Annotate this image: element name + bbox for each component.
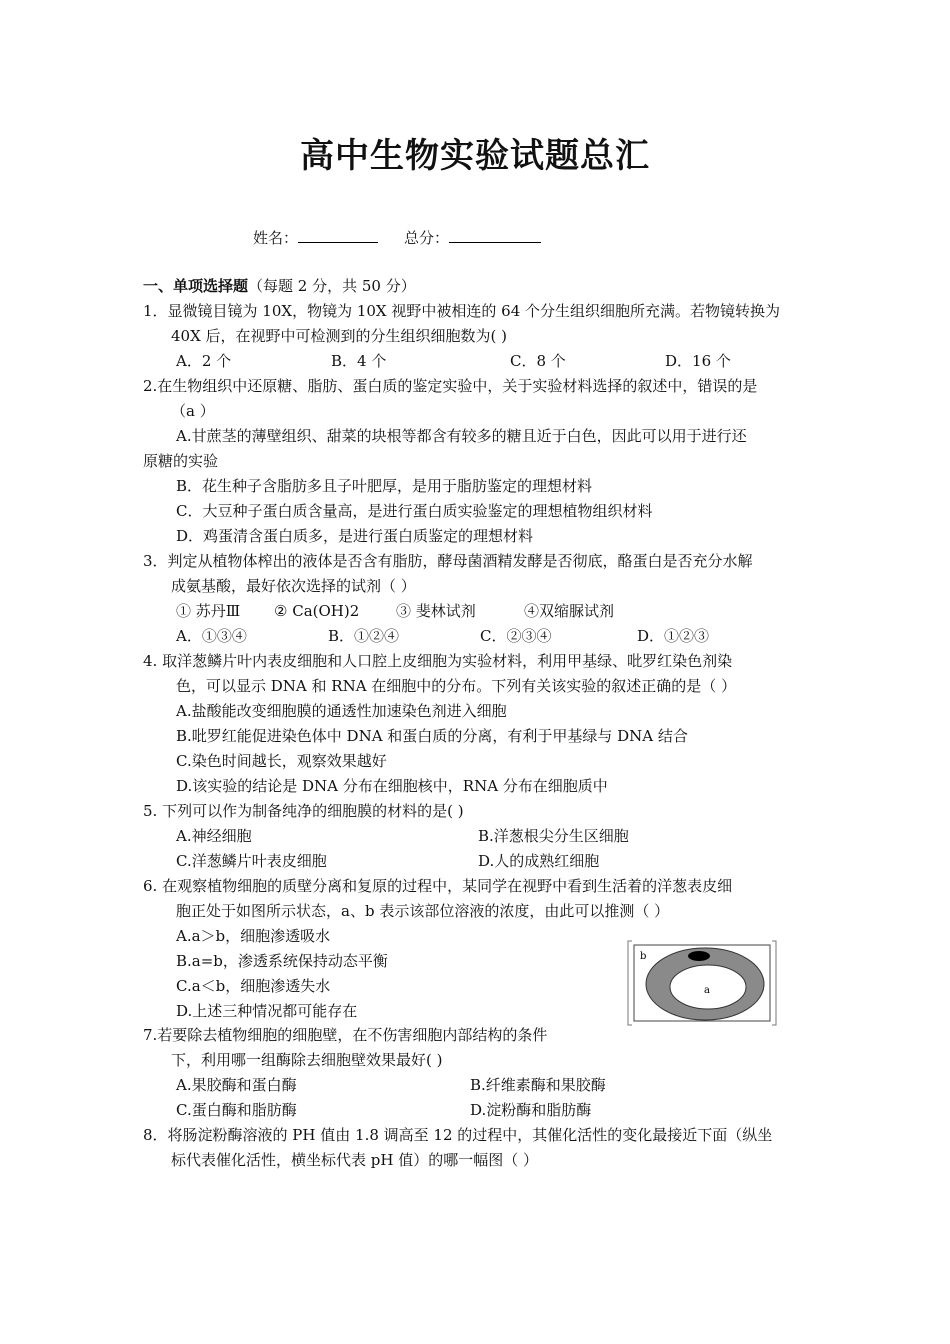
q5-option-a: A.神经细胞 <box>176 827 252 845</box>
name-field <box>253 228 378 248</box>
q1-option-b: B．4 个 <box>331 352 387 370</box>
q7-option-b: B.纤维素酶和果胶酶 <box>470 1076 606 1094</box>
q3-option-a: A．①③④ <box>176 627 247 645</box>
q3-option-b: B．①②④ <box>328 627 400 645</box>
q6-option-a: A.a＞b，细胞渗透吸水 <box>176 927 331 945</box>
q3-reagent-3: ③ 斐林试剂 <box>396 602 476 620</box>
section-heading <box>143 276 416 296</box>
q2-option-a-line1: A.甘蔗茎的薄壁组织、甜菜的块根等都含有较多的糖且近于白色，因此可以用于进行还 <box>176 427 747 445</box>
q6-stem-line2: 胞正处于如图所示状态，a、b 表示该部位溶液的浓度，由此可以推测（ ） <box>176 902 670 920</box>
figure-bracket-left <box>628 941 632 1025</box>
q1-stem-line1: 1．显微镜目镜为 10X，物镜为 10X 视野中被相连的 64 个分生组织细胞所充满。若物镜转换为 <box>143 302 781 320</box>
score-field <box>404 228 541 248</box>
q4-option-d: D.该实验的结论是 DNA 分布在细胞核中，RNA 分布在细胞质中 <box>176 777 608 795</box>
q4-stem-line1: 4. 取洋葱鳞片叶内表皮细胞和人口腔上皮细胞为实验材料，利用甲基绿、吡罗红染色剂染 <box>143 652 733 670</box>
q6-option-d: D.上述三种情况都可能存在 <box>176 1002 358 1020</box>
q6-stem-line1: 6. 在观察植物细胞的质壁分离和复原的过程中，某同学在视野中看到生活着的洋葱表皮细 <box>143 877 733 895</box>
q5-option-b: B.洋葱根尖分生区细胞 <box>478 827 629 845</box>
q8-stem-line2: 标代表催化活性，横坐标代表 pH 值）的哪一幅图（ ） <box>171 1151 538 1169</box>
q2-stem-line1: 2.在生物组织中还原糖、脂肪、蛋白质的鉴定实验中，关于实验材料选择的叙述中，错误的是 <box>143 377 758 395</box>
q2-stem-line2: （a ） <box>171 402 215 420</box>
page-title: 高中生物实验试题总汇 <box>300 136 650 176</box>
q1-option-d: D．16 个 <box>665 352 731 370</box>
q7-option-a: A.果胶酶和蛋白酶 <box>176 1076 297 1094</box>
label-b: b <box>640 951 647 962</box>
q1-option-c: C．8 个 <box>510 352 566 370</box>
label-a: a <box>704 985 710 996</box>
q3-reagent-2: ② Ca(OH)2 <box>274 602 360 620</box>
q3-stem-line2: 成氨基酸，最好依次选择的试剂（ ） <box>171 577 416 595</box>
section-title: 一、单项选择题 <box>143 277 249 295</box>
q5-option-c: C.洋葱鳞片叶表皮细胞 <box>176 852 327 870</box>
q4-stem-line2: 色，可以显示 DNA 和 RNA 在细胞中的分布。下列有关该实验的叙述正确的是（ ） <box>176 677 737 695</box>
q2-option-c: C．大豆种子蛋白质含量高，是进行蛋白质实验鉴定的理想植物组织材料 <box>176 502 653 520</box>
q2-option-d: D．鸡蛋清含蛋白质多，是进行蛋白质鉴定的理想材料 <box>176 527 534 545</box>
q3-option-c: C．②③④ <box>480 627 552 645</box>
q1-option-a: A．2 个 <box>176 352 232 370</box>
name-label: 姓名： <box>253 229 299 247</box>
name-blank[interactable] <box>298 228 378 243</box>
q3-option-d: D．①②③ <box>637 627 710 645</box>
q7-stem-line1: 7.若要除去植物细胞的细胞壁，在不伤害细胞内部结构的条件 <box>143 1026 548 1044</box>
q6-option-c: C.a＜b，细胞渗透失水 <box>176 977 331 995</box>
q8-stem-line1: 8．将肠淀粉酶溶液的 PH 值由 1.8 调高至 12 的过程中，其催化活性的变化最接近下面（纵坐 <box>143 1126 773 1144</box>
q5-stem: 5. 下列可以作为制备纯净的细胞膜的材料的是( ) <box>143 802 464 820</box>
q1-stem-line2: 40X 后，在视野中可检测到的分生组织细胞数为( ) <box>171 327 508 345</box>
q3-reagent-1: ① 苏丹Ⅲ <box>176 602 241 620</box>
q7-option-d: D.淀粉酶和脂肪酶 <box>470 1101 592 1119</box>
q2-option-b: B．花生种子含脂肪多且子叶肥厚，是用于脂肪鉴定的理想材料 <box>176 477 593 495</box>
figure-bracket-right <box>772 941 776 1025</box>
score-label: 总分： <box>404 229 450 247</box>
section-note: （每题 2 分，共 50 分） <box>248 277 416 295</box>
q4-option-c: C.染色时间越长，观察效果越好 <box>176 752 387 770</box>
q3-reagent-4: ④双缩脲试剂 <box>524 602 615 620</box>
q7-stem-line2: 下，利用哪一组酶除去细胞壁效果最好( ) <box>171 1051 443 1069</box>
q4-option-b: B.吡罗红能促进染色体中 DNA 和蛋白质的分离，有利于甲基绿与 DNA 结合 <box>176 727 688 745</box>
q7-option-c: C.蛋白酶和脂肪酶 <box>176 1101 297 1119</box>
q5-option-d: D.人的成熟红细胞 <box>478 852 600 870</box>
q4-option-a: A.盐酸能改变细胞膜的通透性加速染色剂进入细胞 <box>176 702 507 720</box>
q3-stem-line1: 3．判定从植物体榨出的液体是否含有脂肪，酵母菌酒精发酵是否彻底，酪蛋白是否充分水解 <box>143 552 753 570</box>
score-blank[interactable] <box>449 228 541 243</box>
q6-option-b: B.a=b，渗透系统保持动态平衡 <box>176 952 388 970</box>
q2-option-a-line2: 原糖的实验 <box>143 452 219 470</box>
plasmolysis-cell-figure <box>624 937 780 1029</box>
nucleus <box>688 951 710 961</box>
